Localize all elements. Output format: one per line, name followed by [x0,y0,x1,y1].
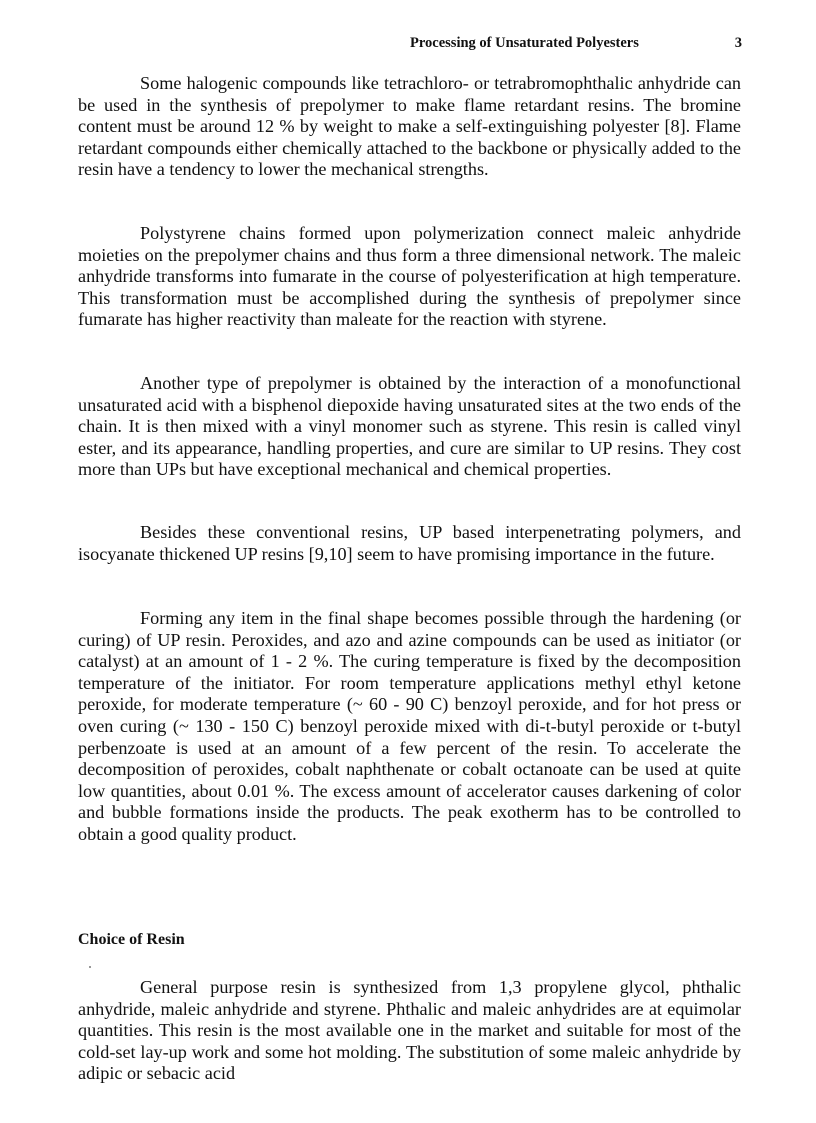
paragraph-text: Some halogenic compounds like tetrachloro- or tetrabromophthalic anhydride can be used in the synthesis of prepolymer to make flame retardant resins. The bromine content must be around 12 % by weight to make a self-extinguishing polyester [8]. Flame retardant compounds either chemically attached to the backbone or physically added to the resin have a tendency to lower the mechanical strengths. [78,73,741,180]
scan-speck [89,966,91,968]
paragraph-text: Besides these conventional resins, UP based interpenetrating polymers, and isocyanate thickened UP resins [9,10] seem to have promising importance in the future. [78,522,741,564]
paragraph-text: Forming any item in the final shape becomes possible through the hardening (or curing) of UP resin. Peroxides, and azo and azine compounds can be used as initiator (or catalyst) at an amount of 1 - 2 %. The curing temperature is fixed by the decomposition temperature of the initiator. For room temperature applications methyl ethyl ketone peroxide, for moderate temperature (~ 60 - 90 C) benzoyl peroxide, and for hot press or oven curing (~ 130 - 150 C) benzoyl peroxide mixed with di-t-butyl peroxide or t-butyl perbenzoate is used at an amount of a few percent of the resin. To accelerate the decomposition of peroxides, cobalt naphthenate or cobalt octanoate can be used at quite low quantities, about 0.01 %. The excess amount of accelerator causes darkening of color and bubble formations inside the products. The peak exotherm has to be controlled to obtain a good quality product. [78,608,741,844]
section-heading: Choice of Resin [78,931,185,948]
paragraph-polystyrene [78,223,741,331]
paragraph-halogenic [78,73,741,181]
running-title: Processing of Unsaturated Polyesters [410,35,639,51]
page-number: 3 [734,35,742,51]
paragraph-vinyl-ester [78,373,741,481]
paragraph-conventional-resins [78,522,741,565]
paragraph-text: Polystyrene chains formed upon polymerization connect maleic anhydride moieties on the prepolymer chains and thus form a three dimensional network. The maleic anhydride transforms into fumarate in the course of polyesterification at high temperature. This transformation must be accomplished during the synthesis of prepolymer since fumarate has higher reactivity than maleate for the reaction with styrene. [78,223,741,330]
paragraph-general-purpose-resin [78,977,741,1085]
paragraph-curing [78,608,741,846]
paragraph-text: General purpose resin is synthesized from 1,3 propylene glycol, phthalic anhydride, maleic anhydride and styrene. Phthalic and maleic anhydrides are at equimolar quantities. This resin is the most available one in the market and suitable for most of the cold-set lay-up work and some hot molding. The substitution of some maleic anhydride by adipic or sebacic acid [78,977,741,1084]
paragraph-text: Another type of prepolymer is obtained by the interaction of a monofunctional unsaturated acid with a bisphenol diepoxide having unsaturated sites at the two ends of the chain. It is then mixed with a vinyl monomer such as styrene. This resin is called vinyl ester, and its appearance, handling properties, and cure are similar to UP resins. They cost more than UPs but have exceptional mechanical and chemical properties. [78,373,741,480]
